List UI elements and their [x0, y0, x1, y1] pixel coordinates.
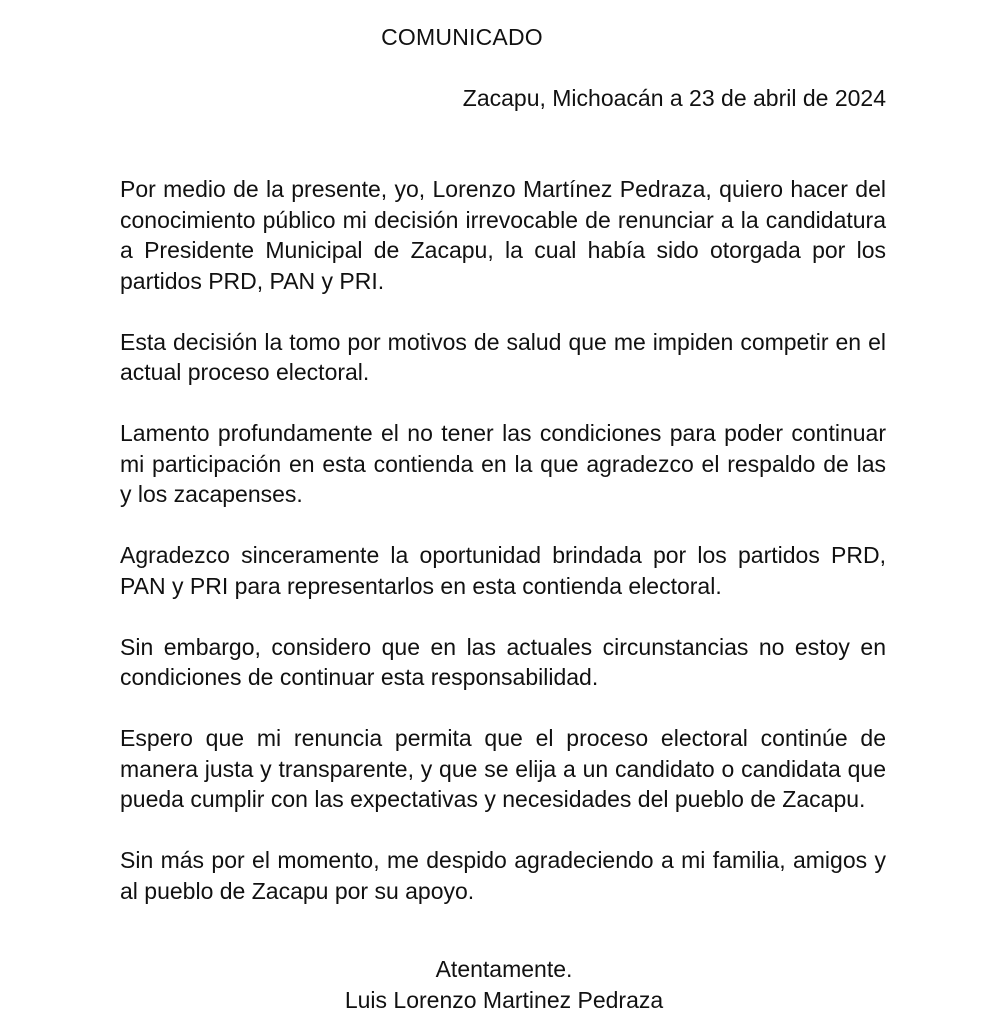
signer-name: Luis Lorenzo Martinez Pedraza: [344, 986, 664, 1013]
paragraph-1: Por medio de la presente, yo, Lorenzo Martínez Pedraza, quiero hacer del conocimiento público mi decisión irrevocable de renunciar a la candidatura a Presidente Municipal de Zacapu, la cual había sido otorgada por los partidos PRD, PAN y PRI.: [120, 176, 886, 294]
paragraph-3: Lamento profundamente el no tener las condiciones para poder continuar mi participación en esta contienda en la que agradezco el respaldo de las y los zacapenses.: [120, 420, 886, 507]
signoff: Atentamente.: [435, 956, 573, 982]
paragraph-2: Esta decisión la tomo por motivos de salud que me impiden competir en el actual proceso electoral.: [120, 328, 886, 385]
paragraph-4: Agradezco sinceramente la oportunidad brindada por los partidos PRD, PAN y PRI para representarlos en esta contienda electoral.: [120, 542, 886, 599]
place-date: Zacapu, Michoacán a 23 de abril de 2024: [462, 85, 886, 111]
paragraph-6: Espero que mi renuncia permita que el proceso electoral continúe de manera justa y transparente, y que se elija a un candidato o candidata que pueda cumplir con las expectativas y necesidades del pueblo de Zacapu.: [120, 725, 886, 812]
paragraph-5: Sin embargo, considero que en las actuales circunstancias no estoy en condiciones de continuar esta responsabilidad.: [120, 633, 886, 690]
paragraph-7: Sin más por el momento, me despido agradeciendo a mi familia, amigos y al pueblo de Zacapu por su apoyo.: [120, 847, 886, 904]
closing-block: [0, 954, 1008, 1015]
document-title: COMUNICADO: [381, 24, 543, 50]
document-body: [120, 174, 886, 937]
